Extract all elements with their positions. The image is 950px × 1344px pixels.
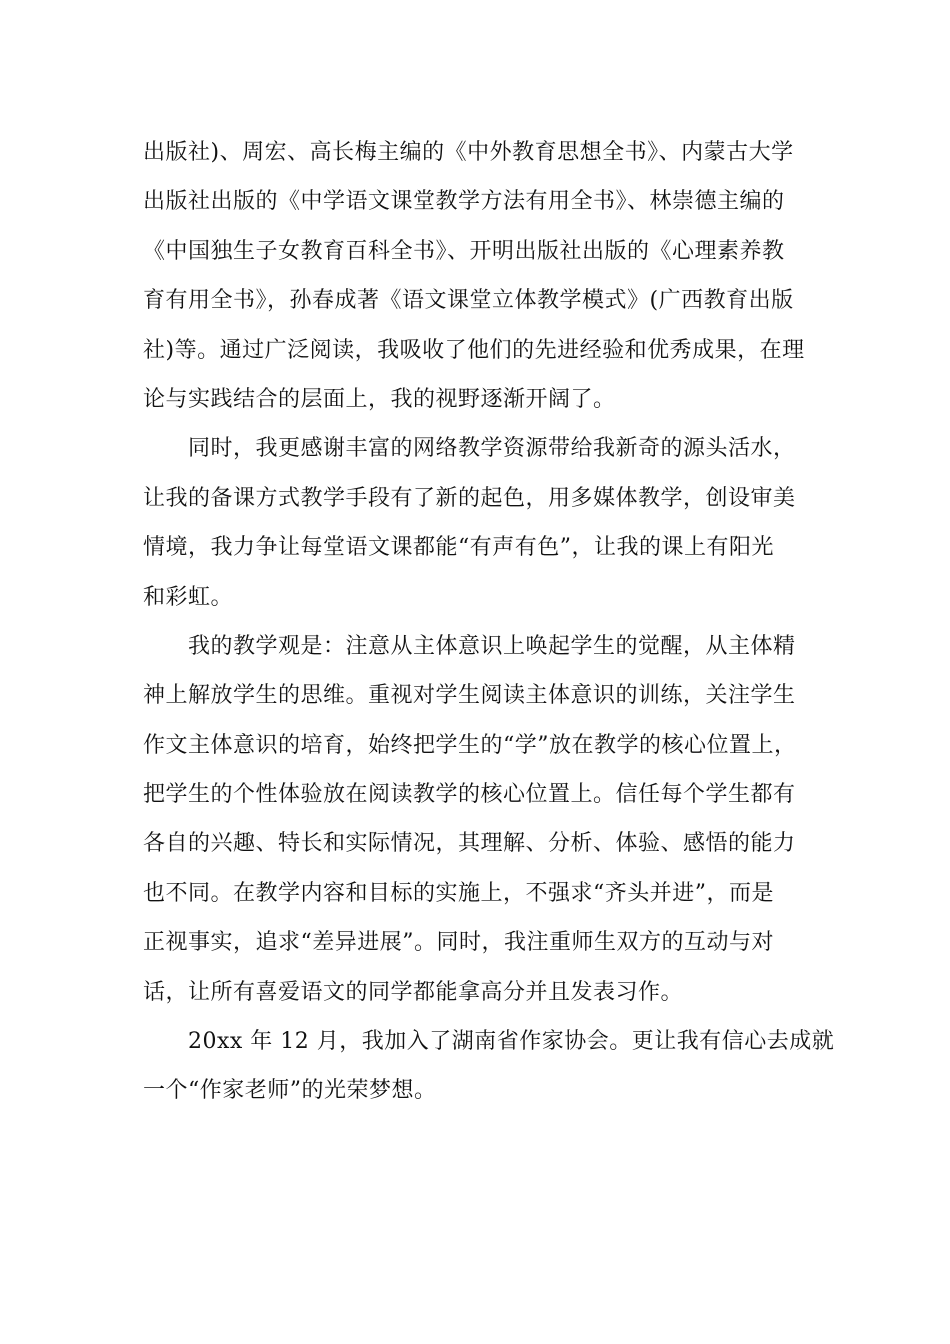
text-line: 出版社出版的《中学语文课堂教学方法有用全书》、林崇德主编的 bbox=[143, 189, 785, 215]
text-line: 情境，我力争让每堂语文课都能“有声有色”，让我的课上有阳光 bbox=[143, 535, 774, 561]
text-line: 让我的备课方式教学手段有了新的起色，用多媒体教学，创设审美 bbox=[143, 485, 796, 511]
text-line: 和彩虹。 bbox=[143, 584, 234, 610]
text-line: 育有用全书》，孙春成著《语文课堂立体教学模式》(广西教育出版 bbox=[143, 288, 794, 314]
text-line: 把学生的个性体验放在阅读教学的核心位置上。信任每个学生都有 bbox=[143, 782, 796, 808]
paragraph-start-line: 20xx 年 12 月，我加入了湖南省作家协会。更让我有信心去成就 bbox=[188, 1029, 835, 1055]
document-body bbox=[143, 128, 835, 1116]
text-line: 社)等。通过广泛阅读，我吸收了他们的先进经验和优秀成果，在理 bbox=[143, 337, 805, 363]
paragraph-start-line: 我的教学观是：注意从主体意识上唤起学生的觉醒，从主体精 bbox=[188, 633, 796, 659]
text-line: 论与实践结合的层面上，我的视野逐渐开阔了。 bbox=[143, 386, 616, 412]
text-line: 《中国独生子女教育百科全书》、开明出版社出版的《心理素养教 bbox=[143, 238, 785, 264]
text-line: 作文主体意识的培育，始终把学生的“学”放在教学的核心位置上， bbox=[143, 732, 797, 758]
text-line: 各自的兴趣、特长和实际情况，其理解、分析、体验、感悟的能力 bbox=[143, 831, 796, 857]
text-line: 话，让所有喜爱语文的同学都能拿高分并且发表习作。 bbox=[143, 979, 684, 1005]
paragraph-start-line: 同时，我更感谢丰富的网络教学资源带给我新奇的源头活水， bbox=[188, 436, 796, 462]
text-line: 出版社)、周宏、高长梅主编的《中外教育思想全书》、内蒙古大学 bbox=[143, 140, 794, 165]
text-line: 一个“作家老师”的光荣梦想。 bbox=[143, 1078, 437, 1104]
text-line: 神上解放学生的思维。重视对学生阅读主体意识的训练，关注学生 bbox=[143, 683, 796, 709]
text-line: 也不同。在教学内容和目标的实施上，不强求“齐头并进”，而是 bbox=[143, 880, 774, 906]
text-line: 正视事实，追求“差异进展”。同时，我注重师生双方的互动与对 bbox=[143, 930, 774, 956]
